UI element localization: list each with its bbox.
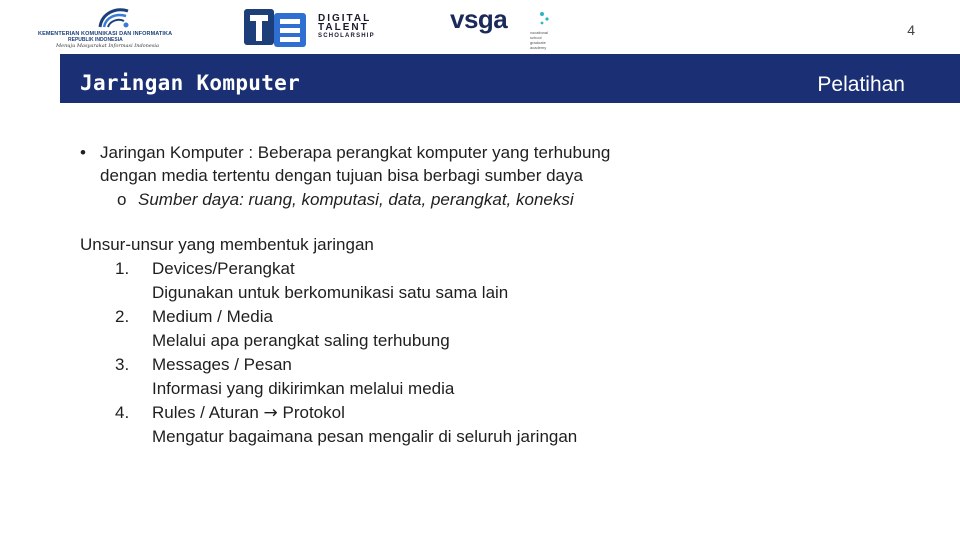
item-number: 2. (115, 307, 130, 326)
list-item (115, 401, 577, 449)
slide-title: Jaringan Komputer (80, 71, 301, 95)
dts-line1: DIGITAL (318, 13, 372, 24)
kominfo-emblem-icon (96, 5, 132, 31)
dts-line3: SCHOLARSHIP (318, 33, 375, 39)
vsga-wordmark: vsga (450, 4, 508, 34)
item-description: Mengatur bagaimana pesan mengalir di seluruh jaringan (152, 427, 578, 446)
definition-line-1: Jaringan Komputer : Beberapa perangkat komputer yang terhubung (100, 143, 611, 162)
course-label: Pelatihan (817, 73, 905, 96)
item-number: 4. (115, 403, 130, 422)
circle-bullet-icon: o (117, 190, 127, 209)
item-title-suffix: Protokol (277, 403, 345, 422)
item-number: 3. (115, 355, 130, 374)
kominfo-country: REPUBLIK INDONESIA (68, 37, 123, 43)
page-number: 4 (907, 22, 915, 38)
title-bar (60, 54, 960, 103)
resources-text: Sumber daya: ruang, komputasi, data, perangkat, koneksi (138, 190, 574, 209)
list-item (115, 257, 577, 305)
bullet-icon: • (80, 143, 86, 162)
kominfo-name: KEMENTERIAN KOMUNIKASI DAN INFORMATIKA (38, 31, 173, 37)
list-item (115, 305, 577, 353)
resources-subbullet (117, 188, 574, 211)
item-title: Devices/Perangkat (152, 259, 295, 278)
list-item (115, 353, 577, 401)
vsga-subtext: vocational school graduate academy (530, 30, 549, 50)
dts-line2: TALENT (318, 22, 369, 33)
elements-heading: Unsur-unsur yang membentuk jaringan (80, 235, 374, 254)
kominfo-tagline: Menuju Masyarakat Informasi Indonesia (56, 43, 159, 49)
kominfo-logo (38, 5, 198, 51)
item-title: Rules / Aturan (152, 403, 264, 422)
dts-emblem-icon (240, 5, 312, 51)
item-description: Melalui apa perangkat saling terhubung (152, 331, 450, 350)
definition-line-2: dengan media tertentu dengan tujuan bisa berbagi sumber daya (100, 166, 583, 185)
item-description: Informasi yang dikirimkan melalui media (152, 379, 455, 398)
item-number: 1. (115, 259, 130, 278)
arrow-right-icon: → (263, 403, 278, 423)
item-title: Medium / Media (152, 307, 273, 326)
vsga-sparkle-icon (538, 10, 550, 26)
digital-talent-logo (240, 5, 410, 51)
elements-list (115, 257, 577, 449)
item-description: Digunakan untuk berkomunikasi satu sama lain (152, 283, 509, 302)
item-title: Messages / Pesan (152, 355, 292, 374)
vsga-logo (450, 4, 560, 52)
logo-bar (0, 0, 960, 56)
